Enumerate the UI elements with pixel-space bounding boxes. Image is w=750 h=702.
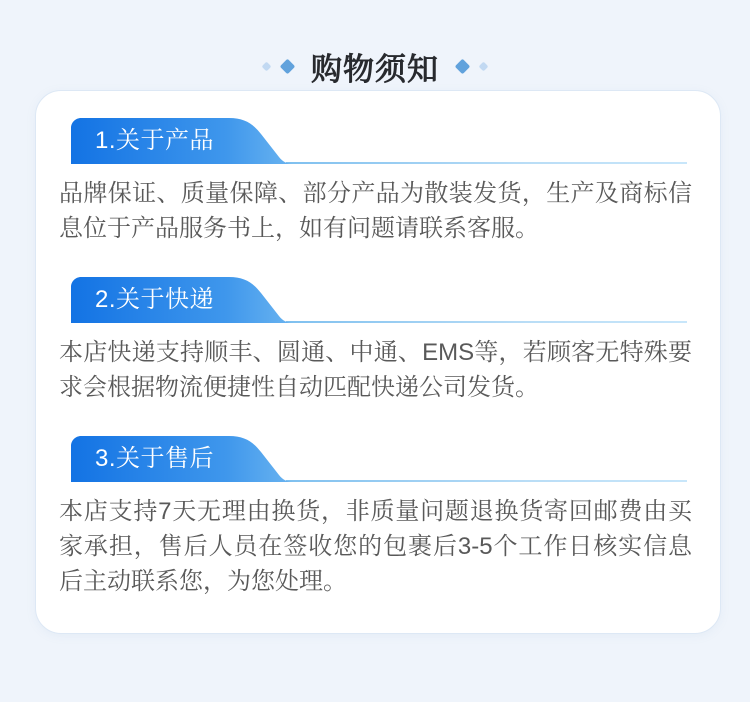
section-title: 3.关于售后 <box>95 445 215 472</box>
section-body-text: 本店支持7天无理由换货，非质量问题退换货寄回邮费由买家承担，售后人员在签收您的包裹后3-5个工作日核实信息后主动联系您，为您处理。 <box>59 498 692 595</box>
section-body-text: 品牌保证、质量保障、部分产品为散装发货，生产及商标信息位于产品服务书上，如有问题请联系客服。 <box>59 180 692 242</box>
section-about-shipping <box>36 277 720 405</box>
section-header <box>71 118 687 164</box>
notice-card <box>35 90 721 634</box>
header-underline <box>286 162 687 164</box>
section-header <box>71 277 687 323</box>
section-body-text: 本店快递支持顺丰、圆通、中通、EMS等，若顾客无特殊要求会根据物流便捷性自动匹配快递公司发货。 <box>59 339 692 401</box>
header-underline <box>286 480 687 482</box>
section-title: 2.关于快递 <box>95 286 215 313</box>
section-about-product <box>36 118 720 246</box>
header-underline <box>286 321 687 323</box>
diamond-icon-right-small <box>479 61 489 71</box>
section-title: 1.关于产品 <box>95 127 215 154</box>
page-title: 购物须知 <box>311 51 439 87</box>
section-about-aftersale <box>36 436 720 599</box>
section-header <box>71 436 687 482</box>
page-header <box>0 0 750 90</box>
diamond-icon-left-big <box>280 58 296 74</box>
diamond-icon-left-small <box>262 61 272 71</box>
diamond-icon-right-big <box>455 58 471 74</box>
